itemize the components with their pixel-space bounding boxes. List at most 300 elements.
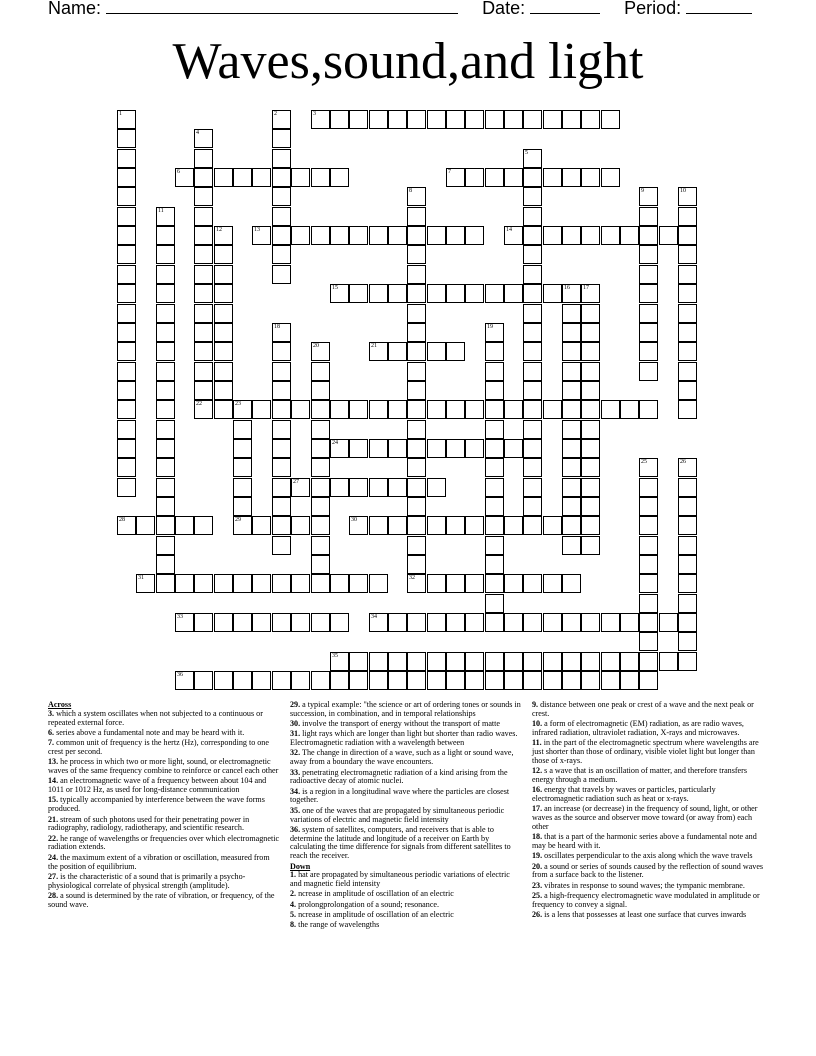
grid-cell[interactable]: [678, 536, 697, 555]
grid-cell[interactable]: [311, 574, 330, 593]
grid-cell[interactable]: [117, 129, 136, 148]
grid-cell[interactable]: [601, 400, 620, 419]
grid-cell[interactable]: [523, 458, 542, 477]
grid-cell[interactable]: [117, 168, 136, 187]
grid-cell[interactable]: [233, 613, 252, 632]
grid-cell[interactable]: [291, 168, 310, 187]
grid-cell[interactable]: [272, 381, 291, 400]
grid-cell[interactable]: [349, 226, 368, 245]
grid-cell[interactable]: [272, 110, 291, 129]
grid-cell[interactable]: [407, 226, 426, 245]
grid-cell[interactable]: [349, 574, 368, 593]
grid-cell[interactable]: [349, 652, 368, 671]
grid-cell[interactable]: [678, 245, 697, 264]
grid-cell[interactable]: [272, 207, 291, 226]
grid-cell[interactable]: [639, 207, 658, 226]
grid-cell[interactable]: [311, 458, 330, 477]
grid-cell[interactable]: [388, 110, 407, 129]
grid-cell[interactable]: [427, 613, 446, 632]
grid-cell[interactable]: [311, 226, 330, 245]
grid-cell[interactable]: [272, 400, 291, 419]
grid-cell[interactable]: [117, 342, 136, 361]
grid-cell[interactable]: [562, 226, 581, 245]
grid-cell[interactable]: [427, 439, 446, 458]
grid-cell[interactable]: [562, 439, 581, 458]
grid-cell[interactable]: [311, 168, 330, 187]
grid-cell[interactable]: [194, 516, 213, 535]
grid-cell[interactable]: [427, 342, 446, 361]
grid-cell[interactable]: [156, 439, 175, 458]
grid-cell[interactable]: [214, 362, 233, 381]
grid-cell[interactable]: [272, 265, 291, 284]
grid-cell[interactable]: [581, 439, 600, 458]
grid-cell[interactable]: [639, 458, 658, 477]
grid-cell[interactable]: [388, 516, 407, 535]
grid-cell[interactable]: [349, 516, 368, 535]
grid-cell[interactable]: [272, 458, 291, 477]
name-blank[interactable]: [106, 0, 458, 14]
grid-cell[interactable]: [369, 671, 388, 690]
grid-cell[interactable]: [504, 284, 523, 303]
grid-cell[interactable]: [311, 420, 330, 439]
grid-cell[interactable]: [156, 458, 175, 477]
grid-cell[interactable]: [214, 400, 233, 419]
grid-cell[interactable]: [311, 439, 330, 458]
grid-cell[interactable]: [388, 652, 407, 671]
grid-cell[interactable]: [407, 478, 426, 497]
grid-cell[interactable]: [523, 613, 542, 632]
grid-cell[interactable]: [639, 362, 658, 381]
grid-cell[interactable]: [407, 400, 426, 419]
grid-cell[interactable]: [117, 516, 136, 535]
grid-cell[interactable]: [194, 362, 213, 381]
grid-cell[interactable]: [156, 226, 175, 245]
grid-cell[interactable]: [156, 265, 175, 284]
grid-cell[interactable]: [446, 168, 465, 187]
grid-cell[interactable]: [388, 226, 407, 245]
grid-cell[interactable]: [543, 110, 562, 129]
grid-cell[interactable]: [194, 574, 213, 593]
grid-cell[interactable]: [581, 497, 600, 516]
grid-cell[interactable]: [252, 574, 271, 593]
grid-cell[interactable]: [504, 439, 523, 458]
grid-cell[interactable]: [117, 323, 136, 342]
grid-cell[interactable]: [485, 652, 504, 671]
grid-cell[interactable]: [369, 342, 388, 361]
grid-cell[interactable]: [678, 632, 697, 651]
grid-cell[interactable]: [156, 207, 175, 226]
grid-cell[interactable]: [214, 265, 233, 284]
grid-cell[interactable]: [504, 400, 523, 419]
grid-cell[interactable]: [194, 613, 213, 632]
grid-cell[interactable]: [369, 478, 388, 497]
grid-cell[interactable]: [407, 458, 426, 477]
grid-cell[interactable]: [252, 613, 271, 632]
grid-cell[interactable]: [369, 574, 388, 593]
grid-cell[interactable]: [156, 304, 175, 323]
grid-cell[interactable]: [562, 400, 581, 419]
grid-cell[interactable]: [194, 207, 213, 226]
grid-cell[interactable]: [136, 516, 155, 535]
grid-cell[interactable]: [330, 284, 349, 303]
grid-cell[interactable]: [311, 400, 330, 419]
grid-cell[interactable]: [523, 478, 542, 497]
grid-cell[interactable]: [407, 536, 426, 555]
grid-cell[interactable]: [562, 478, 581, 497]
grid-cell[interactable]: [523, 342, 542, 361]
grid-cell[interactable]: [136, 574, 155, 593]
grid-cell[interactable]: [117, 458, 136, 477]
grid-cell[interactable]: [156, 497, 175, 516]
grid-cell[interactable]: [465, 400, 484, 419]
grid-cell[interactable]: [330, 226, 349, 245]
grid-cell[interactable]: [156, 478, 175, 497]
grid-cell[interactable]: [639, 671, 658, 690]
grid-cell[interactable]: [523, 304, 542, 323]
grid-cell[interactable]: [407, 420, 426, 439]
grid-cell[interactable]: [465, 226, 484, 245]
grid-cell[interactable]: [291, 400, 310, 419]
grid-cell[interactable]: [678, 574, 697, 593]
grid-cell[interactable]: [272, 478, 291, 497]
grid-cell[interactable]: [330, 110, 349, 129]
grid-cell[interactable]: [330, 652, 349, 671]
grid-cell[interactable]: [620, 226, 639, 245]
grid-cell[interactable]: [620, 671, 639, 690]
grid-cell[interactable]: [562, 458, 581, 477]
grid-cell[interactable]: [214, 342, 233, 361]
grid-cell[interactable]: [330, 168, 349, 187]
grid-cell[interactable]: [581, 323, 600, 342]
grid-cell[interactable]: [117, 245, 136, 264]
grid-cell[interactable]: [311, 516, 330, 535]
grid-cell[interactable]: [465, 168, 484, 187]
grid-cell[interactable]: [117, 110, 136, 129]
grid-cell[interactable]: [291, 478, 310, 497]
grid-cell[interactable]: [504, 574, 523, 593]
grid-cell[interactable]: [427, 478, 446, 497]
grid-cell[interactable]: [427, 110, 446, 129]
grid-cell[interactable]: [639, 304, 658, 323]
grid-cell[interactable]: [214, 245, 233, 264]
grid-cell[interactable]: [465, 284, 484, 303]
grid-cell[interactable]: [272, 187, 291, 206]
grid-cell[interactable]: [369, 652, 388, 671]
grid-cell[interactable]: [581, 362, 600, 381]
grid-cell[interactable]: [388, 284, 407, 303]
grid-cell[interactable]: [523, 168, 542, 187]
grid-cell[interactable]: [446, 516, 465, 535]
grid-cell[interactable]: [601, 671, 620, 690]
grid-cell[interactable]: [543, 574, 562, 593]
grid-cell[interactable]: [311, 671, 330, 690]
grid-cell[interactable]: [639, 478, 658, 497]
grid-cell[interactable]: [678, 613, 697, 632]
grid-cell[interactable]: [485, 110, 504, 129]
grid-cell[interactable]: [194, 149, 213, 168]
grid-cell[interactable]: [156, 536, 175, 555]
grid-cell[interactable]: [117, 304, 136, 323]
grid-cell[interactable]: [523, 439, 542, 458]
grid-cell[interactable]: [407, 207, 426, 226]
grid-cell[interactable]: [407, 265, 426, 284]
grid-cell[interactable]: [291, 516, 310, 535]
grid-cell[interactable]: [465, 613, 484, 632]
grid-cell[interactable]: [562, 516, 581, 535]
grid-cell[interactable]: [639, 594, 658, 613]
grid-cell[interactable]: [156, 420, 175, 439]
grid-cell[interactable]: [485, 497, 504, 516]
grid-cell[interactable]: [485, 594, 504, 613]
grid-cell[interactable]: [272, 420, 291, 439]
grid-cell[interactable]: [581, 284, 600, 303]
grid-cell[interactable]: [117, 226, 136, 245]
grid-cell[interactable]: [272, 226, 291, 245]
grid-cell[interactable]: [233, 458, 252, 477]
grid-cell[interactable]: [543, 400, 562, 419]
grid-cell[interactable]: [407, 516, 426, 535]
grid-cell[interactable]: [117, 187, 136, 206]
grid-cell[interactable]: [581, 478, 600, 497]
grid-cell[interactable]: [156, 381, 175, 400]
grid-cell[interactable]: [581, 671, 600, 690]
grid-cell[interactable]: [156, 323, 175, 342]
grid-cell[interactable]: [659, 652, 678, 671]
grid-cell[interactable]: [349, 439, 368, 458]
grid-cell[interactable]: [330, 400, 349, 419]
grid-cell[interactable]: [117, 478, 136, 497]
grid-cell[interactable]: [639, 652, 658, 671]
grid-cell[interactable]: [485, 400, 504, 419]
grid-cell[interactable]: [272, 149, 291, 168]
grid-cell[interactable]: [194, 129, 213, 148]
grid-cell[interactable]: [601, 110, 620, 129]
grid-cell[interactable]: [407, 187, 426, 206]
grid-cell[interactable]: [407, 362, 426, 381]
grid-cell[interactable]: [272, 323, 291, 342]
grid-cell[interactable]: [678, 497, 697, 516]
grid-cell[interactable]: [562, 536, 581, 555]
grid-cell[interactable]: [194, 226, 213, 245]
grid-cell[interactable]: [446, 284, 465, 303]
grid-cell[interactable]: [581, 168, 600, 187]
grid-cell[interactable]: [407, 342, 426, 361]
grid-cell[interactable]: [194, 671, 213, 690]
grid-cell[interactable]: [407, 245, 426, 264]
grid-cell[interactable]: [407, 613, 426, 632]
grid-cell[interactable]: [523, 420, 542, 439]
grid-cell[interactable]: [272, 129, 291, 148]
grid-cell[interactable]: [427, 671, 446, 690]
grid-cell[interactable]: [369, 110, 388, 129]
grid-cell[interactable]: [562, 304, 581, 323]
grid-cell[interactable]: [407, 671, 426, 690]
grid-cell[interactable]: [427, 284, 446, 303]
grid-cell[interactable]: [233, 516, 252, 535]
grid-cell[interactable]: [465, 574, 484, 593]
grid-cell[interactable]: [523, 671, 542, 690]
grid-cell[interactable]: [388, 400, 407, 419]
grid-cell[interactable]: [504, 671, 523, 690]
grid-cell[interactable]: [330, 671, 349, 690]
grid-cell[interactable]: [465, 671, 484, 690]
grid-cell[interactable]: [117, 149, 136, 168]
grid-cell[interactable]: [639, 226, 658, 245]
grid-cell[interactable]: [117, 265, 136, 284]
grid-cell[interactable]: [523, 110, 542, 129]
grid-cell[interactable]: [504, 516, 523, 535]
grid-cell[interactable]: [562, 497, 581, 516]
grid-cell[interactable]: [543, 516, 562, 535]
grid-cell[interactable]: [504, 652, 523, 671]
grid-cell[interactable]: [407, 284, 426, 303]
grid-cell[interactable]: [349, 400, 368, 419]
grid-cell[interactable]: [272, 168, 291, 187]
grid-cell[interactable]: [156, 400, 175, 419]
grid-cell[interactable]: [311, 536, 330, 555]
grid-cell[interactable]: [272, 497, 291, 516]
grid-cell[interactable]: [485, 536, 504, 555]
grid-cell[interactable]: [233, 478, 252, 497]
grid-cell[interactable]: [194, 381, 213, 400]
grid-cell[interactable]: [678, 226, 697, 245]
grid-cell[interactable]: [194, 400, 213, 419]
grid-cell[interactable]: [272, 574, 291, 593]
grid-cell[interactable]: [407, 497, 426, 516]
grid-cell[interactable]: [562, 284, 581, 303]
grid-cell[interactable]: [194, 168, 213, 187]
grid-cell[interactable]: [678, 284, 697, 303]
grid-cell[interactable]: [446, 652, 465, 671]
grid-cell[interactable]: [349, 478, 368, 497]
grid-cell[interactable]: [233, 439, 252, 458]
grid-cell[interactable]: [252, 671, 271, 690]
grid-cell[interactable]: [543, 671, 562, 690]
grid-cell[interactable]: [194, 304, 213, 323]
grid-cell[interactable]: [427, 226, 446, 245]
grid-cell[interactable]: [504, 168, 523, 187]
grid-cell[interactable]: [369, 226, 388, 245]
grid-cell[interactable]: [175, 516, 194, 535]
grid-cell[interactable]: [446, 400, 465, 419]
grid-cell[interactable]: [252, 400, 271, 419]
grid-cell[interactable]: [581, 613, 600, 632]
grid-cell[interactable]: [214, 381, 233, 400]
period-blank[interactable]: [686, 0, 752, 14]
grid-cell[interactable]: [214, 304, 233, 323]
grid-cell[interactable]: [233, 497, 252, 516]
grid-cell[interactable]: [349, 110, 368, 129]
grid-cell[interactable]: [485, 323, 504, 342]
grid-cell[interactable]: [523, 284, 542, 303]
grid-cell[interactable]: [214, 168, 233, 187]
grid-cell[interactable]: [581, 516, 600, 535]
grid-cell[interactable]: [639, 536, 658, 555]
grid-cell[interactable]: [194, 265, 213, 284]
grid-cell[interactable]: [678, 323, 697, 342]
grid-cell[interactable]: [523, 497, 542, 516]
grid-cell[interactable]: [369, 284, 388, 303]
grid-cell[interactable]: [523, 400, 542, 419]
grid-cell[interactable]: [523, 381, 542, 400]
grid-cell[interactable]: [156, 555, 175, 574]
grid-cell[interactable]: [504, 226, 523, 245]
grid-cell[interactable]: [620, 613, 639, 632]
grid-cell[interactable]: [156, 516, 175, 535]
grid-cell[interactable]: [407, 555, 426, 574]
grid-cell[interactable]: [639, 265, 658, 284]
grid-cell[interactable]: [446, 226, 465, 245]
grid-cell[interactable]: [330, 574, 349, 593]
grid-cell[interactable]: [311, 362, 330, 381]
grid-cell[interactable]: [330, 439, 349, 458]
grid-cell[interactable]: [214, 284, 233, 303]
grid-cell[interactable]: [330, 478, 349, 497]
grid-cell[interactable]: [639, 400, 658, 419]
grid-cell[interactable]: [369, 516, 388, 535]
grid-cell[interactable]: [543, 226, 562, 245]
grid-cell[interactable]: [485, 574, 504, 593]
grid-cell[interactable]: [523, 226, 542, 245]
grid-cell[interactable]: [562, 323, 581, 342]
grid-cell[interactable]: [639, 555, 658, 574]
grid-cell[interactable]: [388, 671, 407, 690]
grid-cell[interactable]: [291, 671, 310, 690]
grid-cell[interactable]: [523, 323, 542, 342]
grid-cell[interactable]: [485, 168, 504, 187]
grid-cell[interactable]: [233, 574, 252, 593]
grid-cell[interactable]: [194, 323, 213, 342]
grid-cell[interactable]: [156, 362, 175, 381]
grid-cell[interactable]: [407, 574, 426, 593]
grid-cell[interactable]: [620, 652, 639, 671]
grid-cell[interactable]: [581, 458, 600, 477]
grid-cell[interactable]: [117, 284, 136, 303]
grid-cell[interactable]: [601, 168, 620, 187]
grid-cell[interactable]: [562, 110, 581, 129]
grid-cell[interactable]: [388, 439, 407, 458]
grid-cell[interactable]: [407, 381, 426, 400]
grid-cell[interactable]: [407, 439, 426, 458]
grid-cell[interactable]: [117, 207, 136, 226]
grid-cell[interactable]: [117, 362, 136, 381]
grid-cell[interactable]: [446, 574, 465, 593]
grid-cell[interactable]: [659, 226, 678, 245]
grid-cell[interactable]: [601, 613, 620, 632]
grid-cell[interactable]: [562, 342, 581, 361]
grid-cell[interactable]: [407, 652, 426, 671]
grid-cell[interactable]: [194, 187, 213, 206]
grid-cell[interactable]: [427, 574, 446, 593]
grid-cell[interactable]: [291, 226, 310, 245]
grid-cell[interactable]: [601, 226, 620, 245]
grid-cell[interactable]: [678, 478, 697, 497]
grid-cell[interactable]: [523, 574, 542, 593]
grid-cell[interactable]: [233, 400, 252, 419]
grid-cell[interactable]: [272, 362, 291, 381]
grid-cell[interactable]: [233, 671, 252, 690]
grid-cell[interactable]: [369, 613, 388, 632]
grid-cell[interactable]: [639, 342, 658, 361]
grid-cell[interactable]: [427, 516, 446, 535]
grid-cell[interactable]: [485, 516, 504, 535]
grid-cell[interactable]: [678, 362, 697, 381]
grid-cell[interactable]: [291, 574, 310, 593]
grid-cell[interactable]: [388, 478, 407, 497]
grid-cell[interactable]: [272, 613, 291, 632]
grid-cell[interactable]: [446, 671, 465, 690]
grid-cell[interactable]: [272, 439, 291, 458]
